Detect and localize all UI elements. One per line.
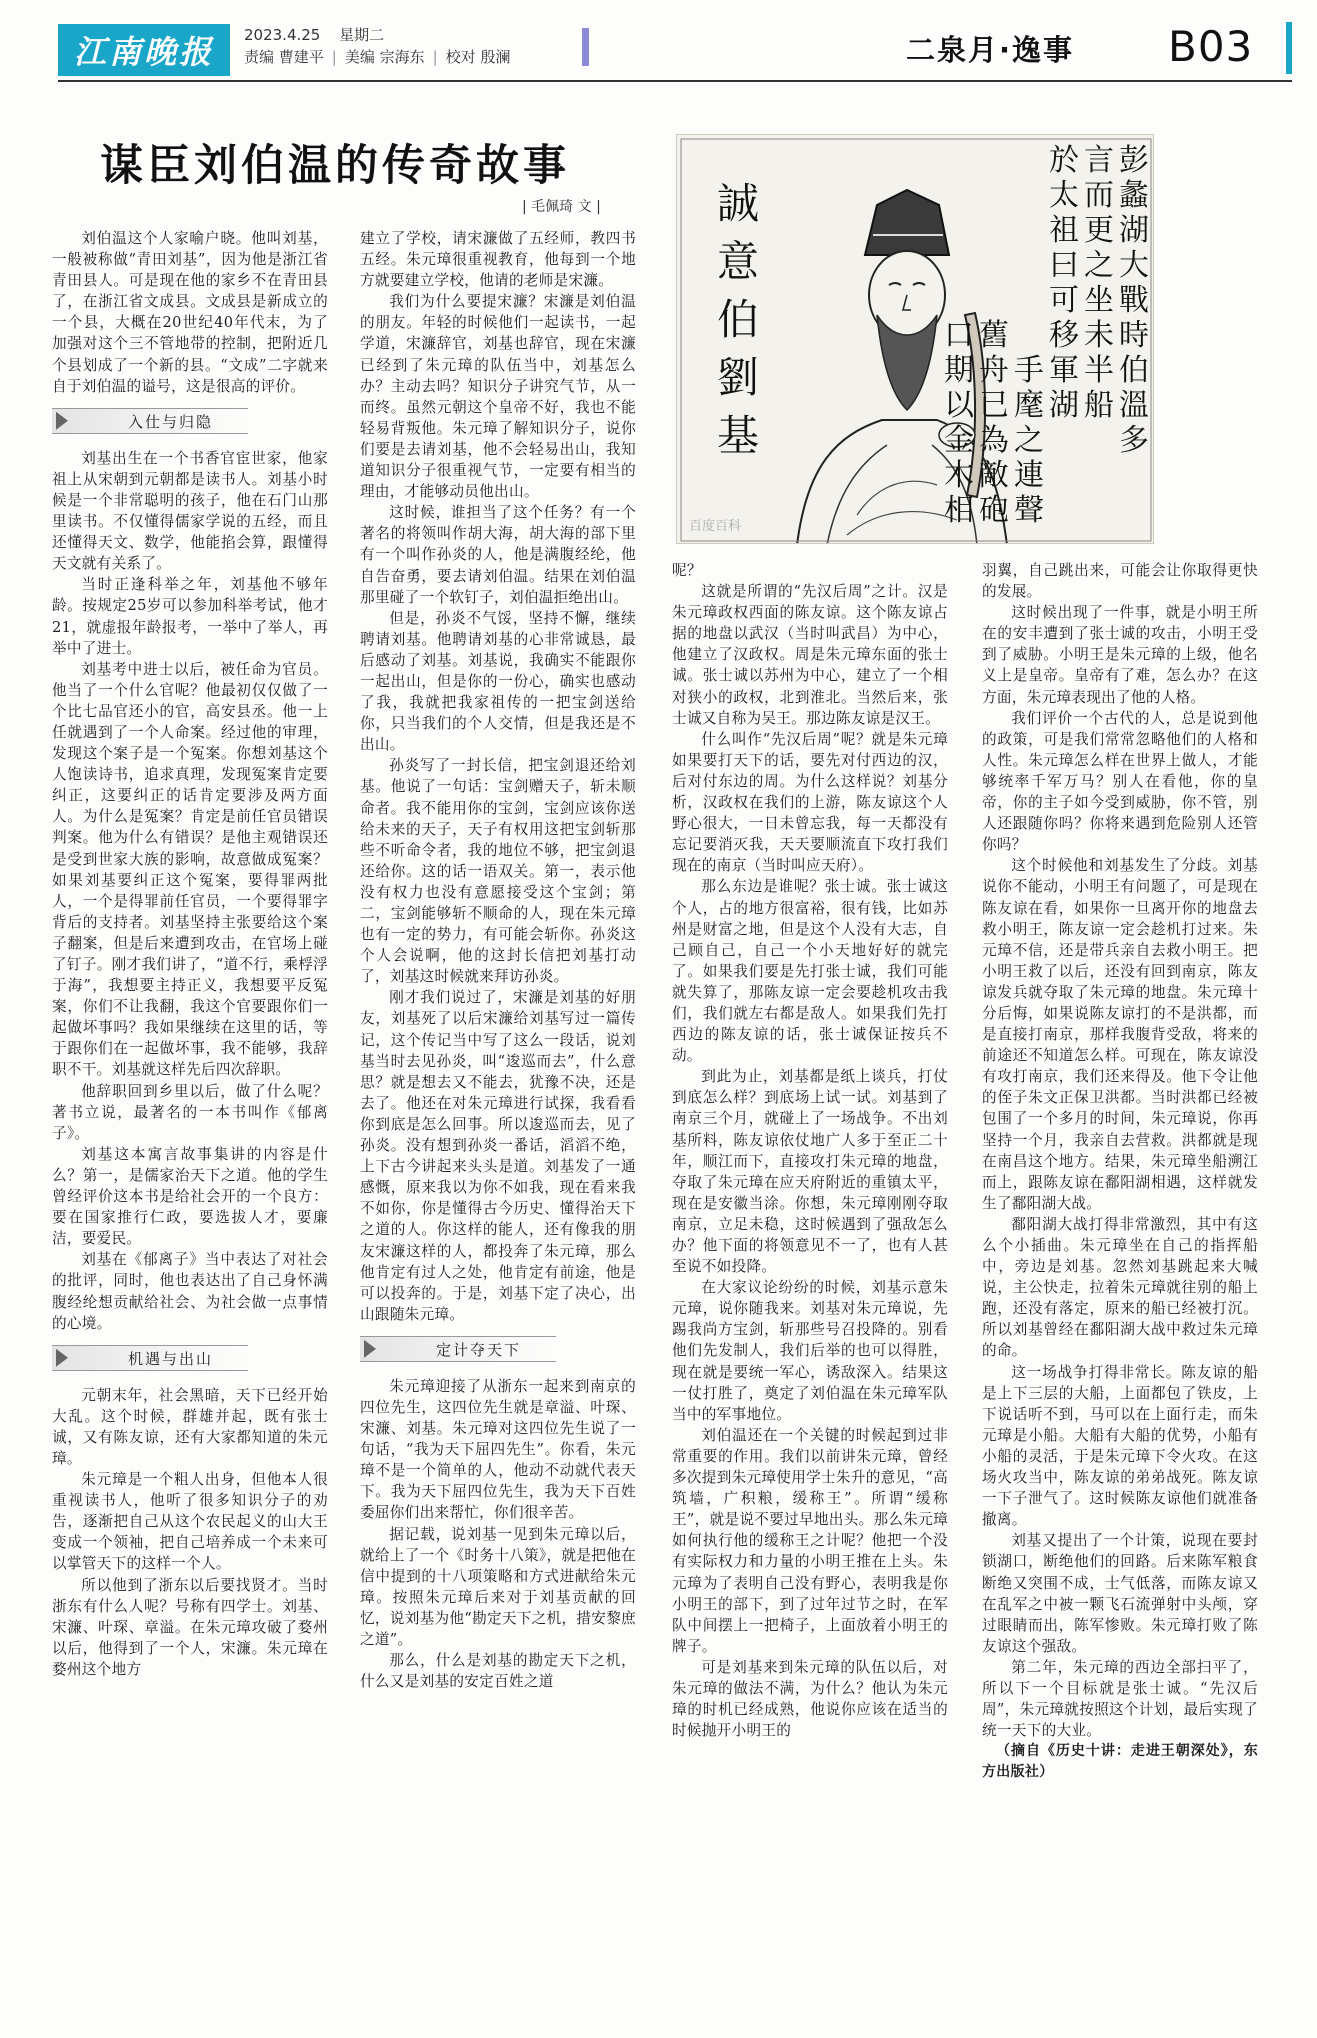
caption-column: 口期以金木相	[944, 318, 974, 528]
caption-column: 手麾之連聲	[1014, 353, 1044, 528]
paragraph: 可是刘基来到朱元璋的队伍以后，对朱元璋的做法不满，为什么？他认为朱元璋的时机已经成熟，他说你应该在适当的时候抛开小明王的	[672, 1658, 948, 1740]
divider: |	[432, 48, 438, 66]
paragraph: 当时正逢科举之年，刘基他不够年龄。按规定25岁可以参加科举考试，他才21，就虚报年龄报考，一举中了举人，再举中了进士。	[52, 576, 328, 657]
source-citation: （摘自《历史十讲：走进王朝深处》，东方出版社）	[982, 1743, 1258, 1781]
issue-date: 2023.4.25	[244, 26, 321, 44]
paragraph: 什么叫作“先汉后周”呢？就是朱元璋如果要打天下的话，要先对付西边的汉，后对付东边的周。为什么这样说？刘基分析，汉政权在我们的上游，陈友谅这个人野心很大，一日未曾忘我，每一天都没有忘记要消灭我，天天要顺流直下攻打我们现在的南京（当时叫应天府）。	[672, 730, 948, 875]
subheading-text: 机遇与出山	[128, 1349, 214, 1368]
paragraph: 朱元璋迎接了从浙东一起来到南京的四位先生，这四位先生就是章溢、叶琛、宋濂、刘基。朱元璋对这四位先生说了一句话，“我为天下屈四先生”。你看，朱元璋不是一个简单的人，他动不动就代表天下。我为天下屈四位先生，我为天下百姓委屈你们出来帮忙，你们很辛苦。	[360, 1377, 636, 1522]
caption-column: 言而更之坐未半船	[1084, 143, 1114, 423]
paragraph: 这时候出现了一件事，就是小明王所在的安丰遭到了张士诚的攻击，小明王受到了威胁。小明王是朱元璋的上级，他名义上是皇帝。皇帝有了难，怎么办？在这方面，朱元璋表现出了他的人格。	[982, 604, 1258, 706]
article-column-3	[672, 560, 948, 1741]
paragraph: 刘基考中进士以后，被任命为官员。他当了一个什么官呢？他最初仅仅做了一个比七品官还小的官，高安县丞。他一上任就遇到了一个人命案。经过他的审理，发现这个案子是一个冤案。你想刘基这个人饱读诗书，追求真理，发现冤案肯定要纠正，这要纠正的话肯定要涉及两方面人。为什么是冤案？肯定是前任官员错误判案。他为什么有错误？是他主观错误还是受到世家大族的影响，故意做成冤案？如果刘基要纠正这个冤案，要得罪两批人，一个是得罪前任官员，一个要得罪字背后的支持者。刘基坚持主张要给这个案子翻案，但是后来遭到攻击，在官场上碰了钉子。刚才我们讲了，“道不行，乘桴浮于海”，我想要主持正义，我想要平反冤案，你们不让我翻，我这个官要跟你们一起做坏事吗？我如果继续在这里的话，等于跟你们在一起做坏事，我不能够，我辞职不干。刘基就这样先后四次辞职。	[52, 660, 328, 1079]
paragraph: 羽翼，自己跳出来，可能会让你取得更快的发展。	[982, 562, 1258, 601]
divider: |	[331, 48, 337, 66]
article-column-2	[360, 228, 636, 1692]
paragraph: 在大家议论纷纷的时候，刘基示意朱元璋，说你随我来。刘基对朱元璋说，先踢我尚方宝剑，斩那些号召投降的。别看他们先发制人，我们后举的也可以得胜，现在就是要统一军心，诱敌深入。结果这一仗打胜了，奠定了刘伯温在朱元璋军队当中的军事地位。	[672, 1279, 948, 1423]
paragraph: 鄱阳湖大战打得非常激烈，其中有这么个小插曲。朱元璋坐在自己的指挥船中，旁边是刘基。忽然刘基跳起来大喊说，主公快走，拉着朱元璋就往别的船上跑，还没有落定，原来的船已经被打沉。所以刘基曾经在鄱阳湖大战中救过朱元璋的命。	[982, 1215, 1258, 1360]
paragraph: 这时候，谁担当了这个任务？有一个著名的将领叫作胡大海，胡大海的部下里有一个叫作孙炎的人，他是满腹经纶，他自告奋勇，要去请刘伯温。结果在刘伯温那里碰了一个软钉子，刘伯温拒绝出山。	[360, 504, 636, 606]
page-number: B03	[1168, 22, 1254, 71]
paragraph: 这一场战争打得非常长。陈友谅的船是上下三层的大船，上面都包了铁皮，上下说话听不到，马可以在上面行走，而朱元璋是小船。大船有大船的优势，小船有小船的灵活，于是朱元璋下令火攻。在这场火攻当中，陈友谅的弟弟战死。陈友谅一下子泄气了。这时候陈友谅他们就准备撤离。	[982, 1363, 1258, 1529]
paragraph: 呢？	[672, 562, 702, 579]
paragraph: 刘基出生在一个书香官宦世家，他家祖上从宋朝到元朝都是读书人。刘基小时候是一个非常聪明的孩子，他在石门山那里读书。不仅懂得儒家学说的五经，而且还懂得天文、数学，他能掐会算，跟懂得天文就有关系了。	[52, 449, 328, 573]
subheading	[52, 1343, 328, 1375]
header-rule	[58, 80, 1292, 82]
article-column-4	[982, 560, 1258, 1783]
subheading-text: 入仕与归隐	[128, 412, 214, 431]
header-accent-bar	[582, 28, 589, 66]
designer-credit: 美编 宗海东	[344, 48, 425, 66]
issue-meta	[244, 24, 510, 68]
subheading	[360, 1334, 636, 1366]
article-title: 谋臣刘伯温的传奇故事	[100, 141, 570, 191]
caption-column: 於太祖曰可移軍湖	[1049, 143, 1079, 423]
subheading-text: 定计夺天下	[436, 1340, 522, 1359]
article-byline: | 毛佩琦 文 |	[522, 199, 601, 215]
paragraph: 第二年，朱元璋的西边全部扫平了，所以下一个目标就是张士诚。“先汉后周”，朱元璋就按照这个计划，最后实现了统一天下的大业。	[982, 1658, 1258, 1740]
paragraph: 那么东边是谁呢？张士诚。张士诚这个人，占的地方很富裕，很有钱，比如苏州是财富之地，但是这个人没有大志，自己顾自己，自己一个小天地好好的就完了。如果我们要是先打张士诚，我们可能就失算了，那陈友谅一定会要趁机攻击我们，我们就左右都是敌人。如果我们先打西边的陈友谅的话，张士诚保证按兵不动。	[672, 878, 948, 1065]
paragraph: 刘基又提出了一个计策，说现在要封锁湖口，断绝他们的回路。后来陈军粮食断绝又突围不成，士气低落，而陈友谅又在乱军之中被一颗飞石流弹射中头颅，穿过眼睛而出，陈军惨败。朱元璋打败了陈友谅这个强敌。	[982, 1532, 1258, 1655]
page-accent-bar	[1286, 22, 1292, 74]
paragraph: 刘基在《郁离子》当中表达了对社会的批评，同时，他也表达出了自己身怀满腹经纶想贡献给社会、为社会做一点事情的心境。	[52, 1251, 328, 1332]
page-header	[0, 0, 1317, 80]
section-name: 二泉月·逸事	[906, 33, 1075, 67]
paragraph: 到此为止，刘基都是纸上谈兵，打仗到底怎么样？到底场上试一试。刘基到了南京三个月，就碰上了一场战争。不出刘基所料，陈友谅依仗地广人多于至正二十年，顺江而下，直接攻打朱元璋的地盘，夺取了朱元璋在应天府附近的重镇太平，现在是安徽当涂。你想，朱元璋刚刚夺取南京，立足未稳，这时候遇到了强敌怎么办？他下面的将领意见不一了，也有人甚至说不如投降。	[672, 1068, 948, 1276]
paragraph: 元朝末年，社会黑暗，天下已经开始大乱。这个时候，群雄并起，既有张士诚，又有陈友谅，还有大家都知道的朱元璋。	[52, 1386, 328, 1467]
caption-column: 舊舟已為敵砲	[979, 318, 1009, 528]
editor-credit: 责编 曹建平	[244, 48, 324, 66]
paragraph: 所以他到了浙东以后要找贤才。当时浙东有什么人呢？号称有四学士。刘基、宋濂、叶琛、章溢。在朱元璋攻破了婺州以后，他得到了一个人，宋濂。朱元璋在婺州这个地方	[52, 1576, 328, 1678]
portrait-name-label: 誠意伯劉基	[717, 179, 760, 460]
paragraph: 我们评价一个古代的人，总是说到他的政策，可是我们常常忽略他们的人格和人性。朱元璋怎么样在世界上做人，才能够统率千军万马？别人在看他，你的皇帝，你的主子如今受到威胁，你不管，别人还跟随你吗？你将来遇到危险别人还管你吗？	[982, 709, 1258, 854]
paragraph: 我们为什么要提宋濂？宋濂是刘伯温的朋友。年轻的时候他们一起读书，一起学道，宋濂辞官，刘基也辞官，现在宋濂已经到了朱元璋的队伍当中，刘基怎么办？主动去吗？知识分子讲究气节，从一而终。虽然元朝这个皇帝不好，我也不能轻易背叛他。朱元璋了解知识分子，说你们要是去请刘基，他不会轻易出山，我知道知识分子很重视气节，一定要有相当的理由，才能够动员他出山。	[360, 293, 636, 501]
paragraph: 他辞职回到乡里以后，做了什么呢？著书立说，最著名的一本书叫作《郁离子》。	[52, 1082, 328, 1142]
paragraph: 这就是所谓的“先汉后周”之计。汉是朱元璋政权西面的陈友谅。这个陈友谅占据的地盘以武汉（当时叫武昌）为中心，他建立了汉政权。周是朱元璋东面的张士诚。张士诚以苏州为中心，建立了一个相对狭小的政权，北到淮北。当然后来，张士诚又自称为吴王。那边陈友谅是汉王。	[672, 583, 948, 727]
paragraph: 刚才我们说过了，宋濂是刘基的好朋友，刘基死了以后宋濂给刘基写过一篇传记，这个传记当中写了这么一段话，说刘基当时去见孙炎，叫“逡巡而去”，什么意思？就是想去又不能去，犹豫不决，还是去了。他还在对朱元璋进行试探，我看看你到底是怎么回事。所以逡巡而去，见了孙炎。没有想到孙炎一番话，滔滔不绝，上下古今讲起来头头是道。刘基发了一通感慨，原来我以为你不如我，现在看来我不如你，你是懂得古今历史、懂得治天下之道的人。你这样的能人，还有像我的朋友宋濂这样的人，都投奔了朱元璋，那么他肯定有过人之处，他肯定有前途，他是可以投奔的。于是，刘基下定了决心，出山跟随朱元璋。	[360, 989, 636, 1323]
paragraph: 刘基这本寓言故事集讲的内容是什么？第一，是儒家治天下之道。他的学生曾经评价这本书是给社会开的一个良方：要在国家推行仁政，要选拔人才，要廉洁，要爱民。	[52, 1145, 328, 1248]
paragraph: 但是，孙炎不气馁，坚持不懈，继续聘请刘基。他聘请刘基的心非常诚恳，最后感动了刘基。刘基说，我确实不能跟你一起出山，但是你的一份心，确实也感动了我，我就把我家祖传的一把宝剑送给你，只当我们的个人交情，但是我还是不出山。	[360, 609, 636, 754]
paragraph: 刘伯温还在一个关键的时候起到过非常重要的作用。我们以前讲朱元璋，曾经多次提到朱元璋使用学士朱升的意见，“高筑墙，广积粮，缓称王”。所谓“缓称王”，就是说不要过早地出头。那么朱元璋如何执行他的缓称王之计呢？他把一个没有实际权力和力量的小明王推在上头。朱元璋为了表明自己没有野心，表明我是你小明王的部下，到了过年过节之时，在军队中间摆上一把椅子，上面放着小明王的牌子。	[672, 1426, 948, 1655]
paragraph: 那么，什么是刘基的勘定天下之机，什么又是刘基的安定百姓之道	[360, 1652, 636, 1691]
portrait-illustration	[676, 134, 1154, 544]
paragraph: 刘伯温这个人家喻户晓。他叫刘基，一般被称做“青田刘基”，因为他是浙江省青田县人。可是现在他的家乡不在青田县了，在浙江省文成县。文成县是新成立的一个县，大概在20世纪40年代末，为了加强对这个三不管地带的控制，把附近几个县划成了一个新的县。“文成”二字就来自于刘伯温的谥号，这是很高的评价。	[52, 230, 328, 395]
paragraph: 据记载，说刘基一见到朱元璋以后，就给上了一个《时务十八策》，就是把他在信中提到的十八项策略和方式进献给朱元璋。按照朱元璋后来对于刘基贡献的回忆，说刘基为他“勘定天下之机，措安黎庶之道”。	[360, 1525, 636, 1648]
proof-credit: 校对 殷澜	[445, 48, 511, 66]
paragraph: 这个时候他和刘基发生了分歧。刘基说你不能动，小明王有问题了，可是现在陈友谅在看，如果你一旦离开你的地盘去救小明王，陈友谅一定会趁机打过来。朱元璋不信，还是带兵亲自去救小明王。把小明王救了以后，还没有回到南京，陈友谅发兵就夺取了朱元璋的地盘。朱元璋十分后悔，如果说陈友谅打的不是洪都，而是直接打南京，那样我腹背受敌，将来的前途还不知道怎么样。可现在，陈友谅没有攻打南京，我们还来得及。他下令让他的侄子朱文正保卫洪都。当时洪都已经被包围了一个多月的时间，朱元璋说，你再坚持一个月，我亲自去营救。洪都就是现在南昌这个地方。结果，朱元璋坐船溯江而上，跟陈友谅在鄱阳湖相遇，这样就发生了鄱阳湖大战。	[982, 857, 1258, 1212]
caption-column: 彭蠡湖大戰時伯溫多	[1119, 143, 1149, 458]
subheading	[52, 406, 328, 438]
paragraph: 孙炎写了一封长信，把宝剑退还给刘基。他说了一句话：宝剑赠天子，斩未顺命者。我不能用你的宝剑，宝剑应该你送给未来的天子，天子有权用这把宝剑斩那些不听命令者，我的地位不够，把宝剑退还给你。这的话一语双关。第一，表示他没有权力也没有意愿接受这个宝剑；第二，宝剑能够斩不顺命的人，现在朱元璋也有一定的势力，有可能会斩你。孙炎这个人会说啊，他的这封长信把刘基打动了，刘基这时候就来拜访孙炎。	[360, 757, 636, 986]
paragraph: 朱元璋是一个粗人出身，但他本人很重视读书人，他听了很多知识分子的劝告，逐渐把自己从这个农民起义的山大王变成一个领袖，把自己培养成一个未来可以掌管天下的这样一个人。	[52, 1471, 328, 1573]
newspaper-logo: 江南晚报	[58, 24, 230, 76]
issue-weekday: 星期二	[339, 26, 385, 44]
paragraph: 建立了学校，请宋濂做了五经师，教四书五经。朱元璋很重视教育，他每到一个地方就要建立学校，他请的老师是宋濂。	[360, 230, 636, 290]
watermark: 百度百科	[689, 519, 742, 534]
article-column-1	[52, 228, 328, 1680]
